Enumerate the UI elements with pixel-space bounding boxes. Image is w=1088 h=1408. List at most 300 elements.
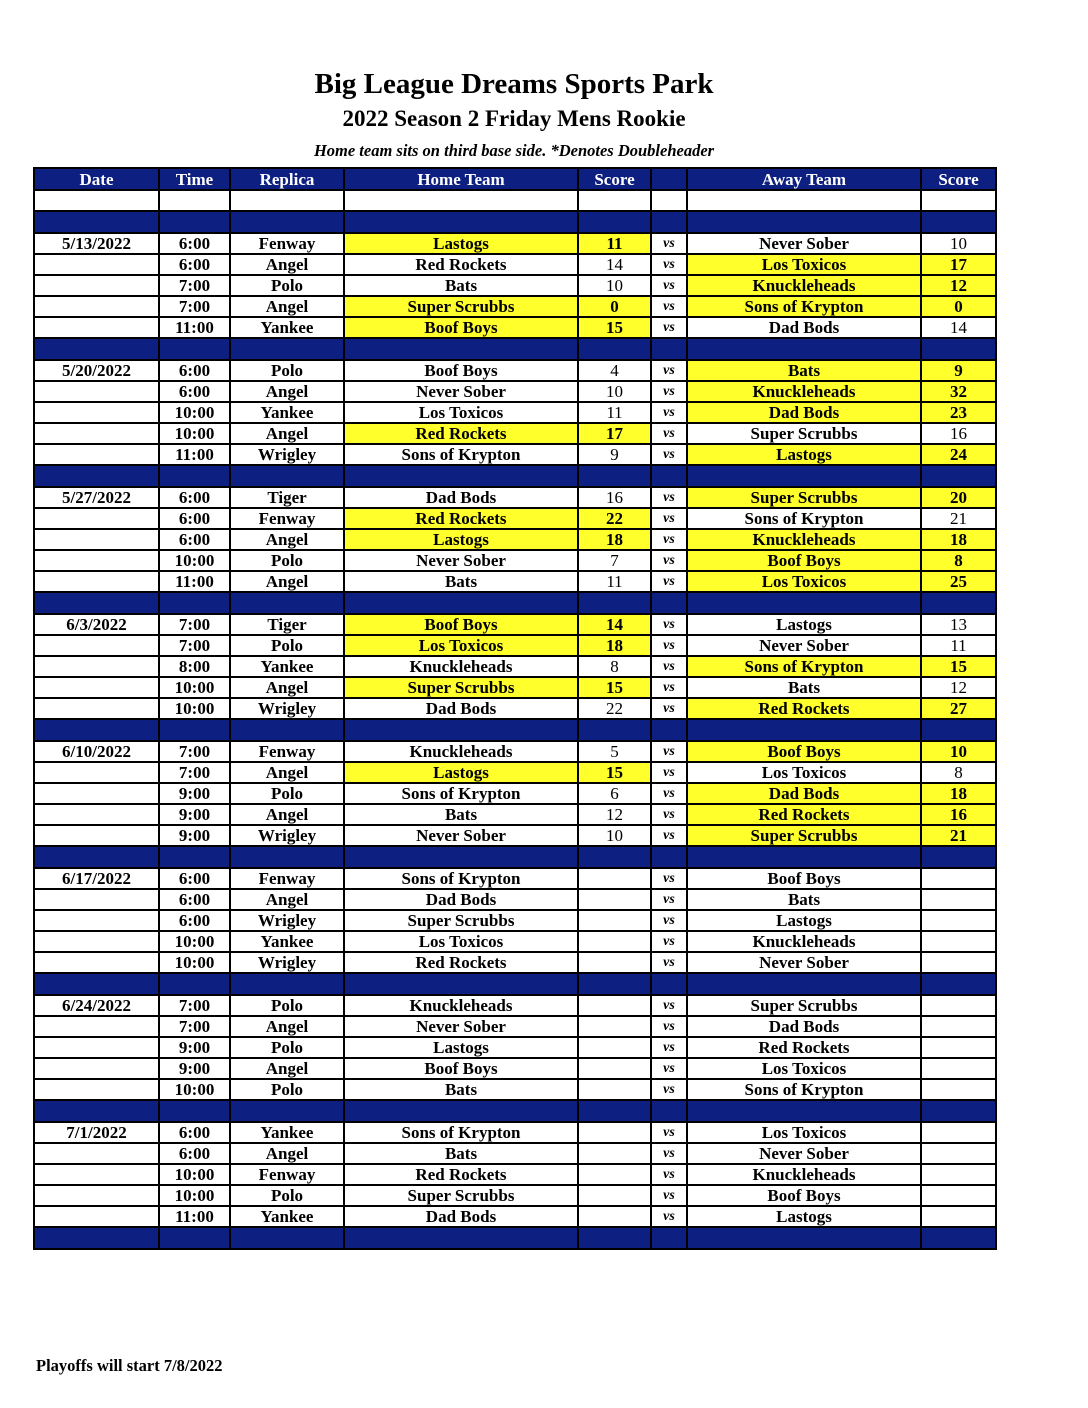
home-team: Sons of Krypton	[344, 783, 578, 804]
divider-cell	[159, 973, 230, 995]
away-score	[921, 1079, 996, 1100]
game-replica: Polo	[230, 1079, 344, 1100]
game-date: 6/3/2022	[34, 614, 159, 635]
game-row	[34, 868, 996, 889]
vs-label: vs	[651, 614, 687, 635]
game-date-empty	[34, 275, 159, 296]
game-replica: Yankee	[230, 656, 344, 677]
away-score: 13	[921, 614, 996, 635]
game-replica: Tiger	[230, 487, 344, 508]
divider-cell	[651, 719, 687, 741]
away-team: Dad Bods	[687, 402, 921, 423]
vs-label: vs	[651, 1037, 687, 1058]
game-time: 10:00	[159, 698, 230, 719]
home-score	[578, 868, 651, 889]
divider-cell	[344, 338, 578, 360]
away-team: Knuckleheads	[687, 529, 921, 550]
home-team: Never Sober	[344, 825, 578, 846]
game-replica: Polo	[230, 550, 344, 571]
week-divider	[34, 338, 996, 360]
divider-cell	[921, 465, 996, 487]
game-date-empty	[34, 677, 159, 698]
game-time: 9:00	[159, 804, 230, 825]
column-header: Replica	[230, 168, 344, 190]
game-row	[34, 995, 996, 1016]
game-row	[34, 783, 996, 804]
divider-cell	[230, 973, 344, 995]
vs-label: vs	[651, 254, 687, 275]
game-date-empty	[34, 635, 159, 656]
away-team: Los Toxicos	[687, 1122, 921, 1143]
divider-cell	[578, 1100, 651, 1122]
game-time: 9:00	[159, 1058, 230, 1079]
vs-label: vs	[651, 360, 687, 381]
game-replica: Polo	[230, 1037, 344, 1058]
game-replica: Wrigley	[230, 698, 344, 719]
vs-label: vs	[651, 741, 687, 762]
home-score	[578, 952, 651, 973]
home-team: Sons of Krypton	[344, 868, 578, 889]
game-time: 7:00	[159, 995, 230, 1016]
divider-cell	[921, 211, 996, 233]
home-team: Super Scrubbs	[344, 1185, 578, 1206]
divider-cell	[578, 846, 651, 868]
game-row	[34, 571, 996, 592]
away-team: Lastogs	[687, 1206, 921, 1227]
home-team: Dad Bods	[344, 889, 578, 910]
home-score	[578, 889, 651, 910]
divider-cell	[687, 719, 921, 741]
away-score	[921, 931, 996, 952]
game-row	[34, 402, 996, 423]
game-date: 6/24/2022	[34, 995, 159, 1016]
vs-label: vs	[651, 995, 687, 1016]
divider-cell	[687, 211, 921, 233]
game-replica: Angel	[230, 1143, 344, 1164]
home-score	[578, 1037, 651, 1058]
game-replica: Polo	[230, 995, 344, 1016]
game-row	[34, 762, 996, 783]
away-team: Red Rockets	[687, 804, 921, 825]
game-date: 5/27/2022	[34, 487, 159, 508]
divider-cell	[159, 846, 230, 868]
home-team: Sons of Krypton	[344, 1122, 578, 1143]
blank-cell	[687, 190, 921, 211]
home-score	[578, 1016, 651, 1037]
game-date-empty	[34, 317, 159, 338]
divider-cell	[34, 211, 159, 233]
game-replica: Angel	[230, 1016, 344, 1037]
home-team: Red Rockets	[344, 508, 578, 529]
vs-label: vs	[651, 825, 687, 846]
game-time: 10:00	[159, 423, 230, 444]
divider-cell	[159, 592, 230, 614]
game-row	[34, 275, 996, 296]
away-score	[921, 1037, 996, 1058]
game-date-empty	[34, 402, 159, 423]
home-score: 14	[578, 614, 651, 635]
game-row	[34, 889, 996, 910]
game-row	[34, 1185, 996, 1206]
divider-cell	[651, 1227, 687, 1249]
game-row	[34, 952, 996, 973]
away-score: 8	[921, 762, 996, 783]
away-score: 14	[921, 317, 996, 338]
game-date-empty	[34, 931, 159, 952]
header-row	[34, 168, 996, 190]
game-replica: Polo	[230, 635, 344, 656]
game-time: 6:00	[159, 529, 230, 550]
home-score: 11	[578, 402, 651, 423]
game-time: 7:00	[159, 296, 230, 317]
schedule-table	[33, 167, 997, 1250]
vs-label: vs	[651, 868, 687, 889]
away-team: Los Toxicos	[687, 1058, 921, 1079]
divider-cell	[578, 338, 651, 360]
home-score: 11	[578, 233, 651, 254]
game-time: 10:00	[159, 1185, 230, 1206]
vs-label: vs	[651, 444, 687, 465]
game-replica: Angel	[230, 381, 344, 402]
home-score: 10	[578, 275, 651, 296]
divider-cell	[687, 338, 921, 360]
home-team: Bats	[344, 571, 578, 592]
vs-label: vs	[651, 508, 687, 529]
game-date-empty	[34, 804, 159, 825]
game-date-empty	[34, 825, 159, 846]
away-score	[921, 868, 996, 889]
away-team: Los Toxicos	[687, 571, 921, 592]
away-team: Los Toxicos	[687, 254, 921, 275]
away-score: 27	[921, 698, 996, 719]
home-score: 6	[578, 783, 651, 804]
game-time: 11:00	[159, 317, 230, 338]
divider-cell	[159, 1100, 230, 1122]
away-team: Bats	[687, 889, 921, 910]
divider-cell	[34, 592, 159, 614]
divider-cell	[578, 592, 651, 614]
vs-label: vs	[651, 296, 687, 317]
vs-label: vs	[651, 804, 687, 825]
home-score: 8	[578, 656, 651, 677]
away-score: 9	[921, 360, 996, 381]
divider-cell	[34, 719, 159, 741]
home-team: Lastogs	[344, 529, 578, 550]
column-header	[651, 168, 687, 190]
away-score: 12	[921, 275, 996, 296]
game-row	[34, 444, 996, 465]
divider-cell	[34, 973, 159, 995]
home-team: Lastogs	[344, 1037, 578, 1058]
game-replica: Angel	[230, 677, 344, 698]
game-replica: Yankee	[230, 1122, 344, 1143]
home-team: Red Rockets	[344, 423, 578, 444]
away-team: Never Sober	[687, 952, 921, 973]
vs-label: vs	[651, 317, 687, 338]
game-time: 10:00	[159, 677, 230, 698]
game-time: 6:00	[159, 381, 230, 402]
vs-label: vs	[651, 889, 687, 910]
home-team: Sons of Krypton	[344, 444, 578, 465]
vs-label: vs	[651, 275, 687, 296]
game-date: 6/17/2022	[34, 868, 159, 889]
divider-cell	[230, 465, 344, 487]
game-replica: Polo	[230, 275, 344, 296]
home-score	[578, 910, 651, 931]
game-time: 10:00	[159, 402, 230, 423]
away-team: Boof Boys	[687, 741, 921, 762]
away-team: Boof Boys	[687, 1185, 921, 1206]
vs-label: vs	[651, 402, 687, 423]
home-score	[578, 1058, 651, 1079]
playoffs-note: Playoffs will start 7/8/2022	[36, 1356, 223, 1375]
game-row	[34, 1016, 996, 1037]
divider-cell	[921, 973, 996, 995]
game-row	[34, 1122, 996, 1143]
blank-cell	[578, 190, 651, 211]
away-score: 32	[921, 381, 996, 402]
game-date-empty	[34, 889, 159, 910]
home-team: Super Scrubbs	[344, 296, 578, 317]
home-score: 7	[578, 550, 651, 571]
away-score: 18	[921, 783, 996, 804]
game-date-empty	[34, 698, 159, 719]
game-time: 10:00	[159, 1164, 230, 1185]
game-date-empty	[34, 1016, 159, 1037]
divider-cell	[921, 592, 996, 614]
away-team: Dad Bods	[687, 317, 921, 338]
game-replica: Wrigley	[230, 910, 344, 931]
away-team: Knuckleheads	[687, 1164, 921, 1185]
game-row	[34, 1058, 996, 1079]
away-score: 23	[921, 402, 996, 423]
game-replica: Angel	[230, 529, 344, 550]
away-team: Super Scrubbs	[687, 423, 921, 444]
game-row	[34, 677, 996, 698]
away-team: Lastogs	[687, 614, 921, 635]
divider-cell	[651, 338, 687, 360]
game-date-empty	[34, 783, 159, 804]
home-score: 4	[578, 360, 651, 381]
game-time: 6:00	[159, 487, 230, 508]
divider-cell	[344, 719, 578, 741]
home-team: Knuckleheads	[344, 995, 578, 1016]
divider-cell	[578, 973, 651, 995]
divider-cell	[578, 1227, 651, 1249]
away-score: 20	[921, 487, 996, 508]
blank-cell	[230, 190, 344, 211]
game-row	[34, 698, 996, 719]
game-row	[34, 910, 996, 931]
divider-cell	[921, 338, 996, 360]
away-score: 21	[921, 508, 996, 529]
game-time: 7:00	[159, 635, 230, 656]
game-replica: Angel	[230, 296, 344, 317]
game-replica: Wrigley	[230, 444, 344, 465]
divider-cell	[34, 338, 159, 360]
away-score	[921, 952, 996, 973]
game-row	[34, 614, 996, 635]
game-time: 11:00	[159, 1206, 230, 1227]
game-replica: Fenway	[230, 1164, 344, 1185]
game-replica: Yankee	[230, 402, 344, 423]
game-row	[34, 487, 996, 508]
away-score	[921, 1122, 996, 1143]
game-row	[34, 741, 996, 762]
away-team: Super Scrubbs	[687, 487, 921, 508]
game-date-empty	[34, 1185, 159, 1206]
divider-cell	[344, 846, 578, 868]
away-score	[921, 995, 996, 1016]
game-time: 6:00	[159, 360, 230, 381]
game-time: 10:00	[159, 550, 230, 571]
blank-cell	[921, 190, 996, 211]
home-score: 10	[578, 825, 651, 846]
game-time: 11:00	[159, 571, 230, 592]
divider-cell	[921, 1100, 996, 1122]
home-team: Never Sober	[344, 381, 578, 402]
away-team: Dad Bods	[687, 783, 921, 804]
home-team: Never Sober	[344, 550, 578, 571]
divider-cell	[230, 719, 344, 741]
vs-label: vs	[651, 1058, 687, 1079]
home-score: 16	[578, 487, 651, 508]
divider-cell	[687, 465, 921, 487]
divider-cell	[159, 1227, 230, 1249]
column-header: Score	[578, 168, 651, 190]
away-score: 24	[921, 444, 996, 465]
game-time: 11:00	[159, 444, 230, 465]
divider-cell	[230, 846, 344, 868]
away-team: Bats	[687, 677, 921, 698]
blank-cell	[34, 190, 159, 211]
away-team: Knuckleheads	[687, 381, 921, 402]
game-replica: Wrigley	[230, 825, 344, 846]
game-row	[34, 931, 996, 952]
home-team: Boof Boys	[344, 360, 578, 381]
home-team: Red Rockets	[344, 1164, 578, 1185]
game-date: 5/13/2022	[34, 233, 159, 254]
game-row	[34, 550, 996, 571]
game-time: 7:00	[159, 275, 230, 296]
week-divider	[34, 592, 996, 614]
game-row	[34, 1079, 996, 1100]
game-row	[34, 529, 996, 550]
game-time: 9:00	[159, 783, 230, 804]
game-time: 6:00	[159, 889, 230, 910]
game-time: 6:00	[159, 910, 230, 931]
game-row	[34, 635, 996, 656]
game-time: 6:00	[159, 868, 230, 889]
divider-cell	[34, 465, 159, 487]
home-score: 18	[578, 529, 651, 550]
week-divider	[34, 1100, 996, 1122]
vs-label: vs	[651, 571, 687, 592]
vs-label: vs	[651, 381, 687, 402]
game-row	[34, 296, 996, 317]
game-row	[34, 254, 996, 275]
away-team: Dad Bods	[687, 1016, 921, 1037]
divider-cell	[230, 211, 344, 233]
home-score	[578, 931, 651, 952]
home-team: Dad Bods	[344, 1206, 578, 1227]
game-time: 6:00	[159, 233, 230, 254]
game-row	[34, 656, 996, 677]
week-divider	[34, 846, 996, 868]
away-team: Bats	[687, 360, 921, 381]
vs-label: vs	[651, 423, 687, 444]
game-date-empty	[34, 952, 159, 973]
week-divider	[34, 211, 996, 233]
home-team: Super Scrubbs	[344, 910, 578, 931]
away-score	[921, 1185, 996, 1206]
game-row	[34, 1037, 996, 1058]
vs-label: vs	[651, 656, 687, 677]
home-score: 5	[578, 741, 651, 762]
game-replica: Fenway	[230, 741, 344, 762]
home-score: 9	[578, 444, 651, 465]
vs-label: vs	[651, 635, 687, 656]
game-row	[34, 1143, 996, 1164]
game-replica: Wrigley	[230, 952, 344, 973]
away-team: Never Sober	[687, 233, 921, 254]
home-score: 15	[578, 762, 651, 783]
vs-label: vs	[651, 550, 687, 571]
vs-label: vs	[651, 1079, 687, 1100]
divider-cell	[344, 1100, 578, 1122]
week-divider	[34, 1227, 996, 1249]
game-time: 10:00	[159, 952, 230, 973]
away-score: 15	[921, 656, 996, 677]
home-team: Red Rockets	[344, 254, 578, 275]
away-team: Boof Boys	[687, 550, 921, 571]
divider-cell	[159, 211, 230, 233]
game-replica: Angel	[230, 889, 344, 910]
home-team: Los Toxicos	[344, 402, 578, 423]
away-score: 10	[921, 741, 996, 762]
home-team: Boof Boys	[344, 1058, 578, 1079]
divider-cell	[159, 338, 230, 360]
away-score: 16	[921, 423, 996, 444]
game-time: 6:00	[159, 1122, 230, 1143]
home-team: Los Toxicos	[344, 635, 578, 656]
page-title: Big League Dreams Sports Park	[314, 68, 714, 100]
home-team: Dad Bods	[344, 698, 578, 719]
away-score	[921, 1058, 996, 1079]
divider-cell	[34, 1227, 159, 1249]
away-team: Boof Boys	[687, 868, 921, 889]
home-team: Lastogs	[344, 233, 578, 254]
divider-cell	[578, 211, 651, 233]
away-team: Red Rockets	[687, 698, 921, 719]
game-time: 6:00	[159, 508, 230, 529]
game-date-empty	[34, 381, 159, 402]
game-replica: Angel	[230, 1058, 344, 1079]
game-row	[34, 804, 996, 825]
away-score: 10	[921, 233, 996, 254]
home-score: 22	[578, 508, 651, 529]
divider-cell	[651, 211, 687, 233]
vs-label: vs	[651, 783, 687, 804]
divider-cell	[651, 846, 687, 868]
home-score: 0	[578, 296, 651, 317]
divider-cell	[230, 592, 344, 614]
divider-cell	[344, 211, 578, 233]
divider-cell	[687, 846, 921, 868]
divider-cell	[687, 973, 921, 995]
away-score: 8	[921, 550, 996, 571]
away-score: 17	[921, 254, 996, 275]
